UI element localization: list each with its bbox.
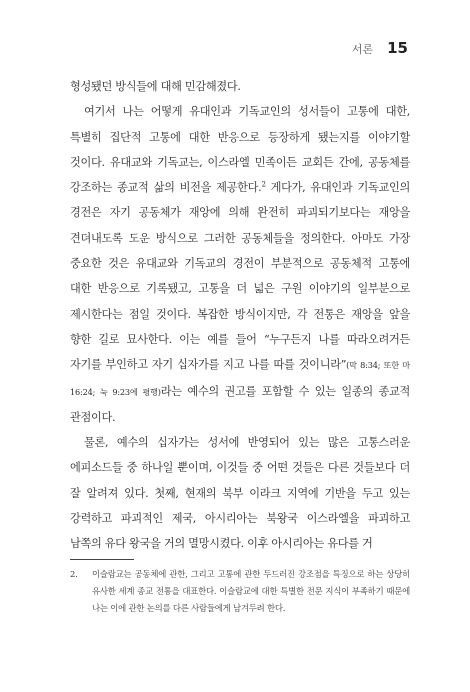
footnote-divider	[70, 559, 134, 560]
section-title: 서론	[351, 43, 374, 56]
footnote-reference: 2	[261, 180, 266, 189]
footnote	[70, 566, 410, 617]
paragraph-2	[70, 99, 410, 430]
footnote-number: 2.	[70, 569, 78, 579]
paragraph-3: 물론, 예수의 십자가는 성서에 반영되어 있는 많은 고통스러운 에피소드들 중 하나일 뿐이며, 이것들 중 어떤 것들은 다른 것들보다 더 잘 알려져 있다. 첫째, 현재의 북부 이라크 지역에 기반을 두고 있는 강력하고 파괴적인 제국, 아시리아는 북왕국 이스라엘을 파괴하고 남쪽의 유다 왕국을 거의 멸망시켰다. 이후 아시리아는 유다를 거	[70, 436, 410, 551]
paragraph-2-text-c: 라는 예수의 권고를 포함할 수 있는 일종의 종교적 관점이다.	[70, 384, 410, 424]
paragraph-continued: 형성됐던 방식들에 대해 민감해졌다.	[70, 80, 241, 93]
page-number: 15	[387, 39, 408, 57]
body-text	[70, 74, 410, 557]
paragraph-2-text-a: 여기서 나는 어떻게 유대인과 기독교인의 성서들이 고통에 대한, 특별히 집단적 고통에 대한 반응으로 등장하게 됐는지를 이야기할 것이다. 유대교와 기독교는, 이스라엘 민족이든 교회든 간에, 공동체를 강조하는 종교적 삶의 비전을 제공한다.	[70, 105, 410, 195]
running-head	[352, 39, 408, 57]
scripture-citation: (막 8:34; 또한 마 16:24; 눅 9:23에 평행)	[70, 360, 410, 397]
footnote-text: 이슬람교는 공동체에 관한, 그리고 고통에 관한 두드러진 강조점을 특징으로 하는 상당히 유사한 세계 종교 전통을 대표한다. 이슬람교에 대한 특별한 전문 지식이 부족하기 때문에 나는 이에 관한 논의를 다른 사람들에게 남겨두려 한다.	[92, 569, 410, 613]
paragraph-2-text-b: 게다가, 유대인과 기독교인의 경전은 자기 공동체가 재앙에 의해 완전히 파괴되기보다는 재앙을 견뎌내도록 도운 방식으로 그러한 공동체들을 정의한다. 아마도 가장 중요한 것은 유대교와 기독교의 경전이 부분적으로 공동체적 고통에 대한 반응으로 기록됐고, 고통을 더 넓은 구원 이야기의 일부분으로 제시한다는 점일 것이다. 복잡한 방식이지만, 각 전통은 재앙을 앞을 향한 길로 묘사한다. 이는 예를 들어 “누구든지 나를 따라오려거든 자기를 부인하고 자기 십자가를 지고 나를 따를 것이니라”	[70, 181, 410, 372]
